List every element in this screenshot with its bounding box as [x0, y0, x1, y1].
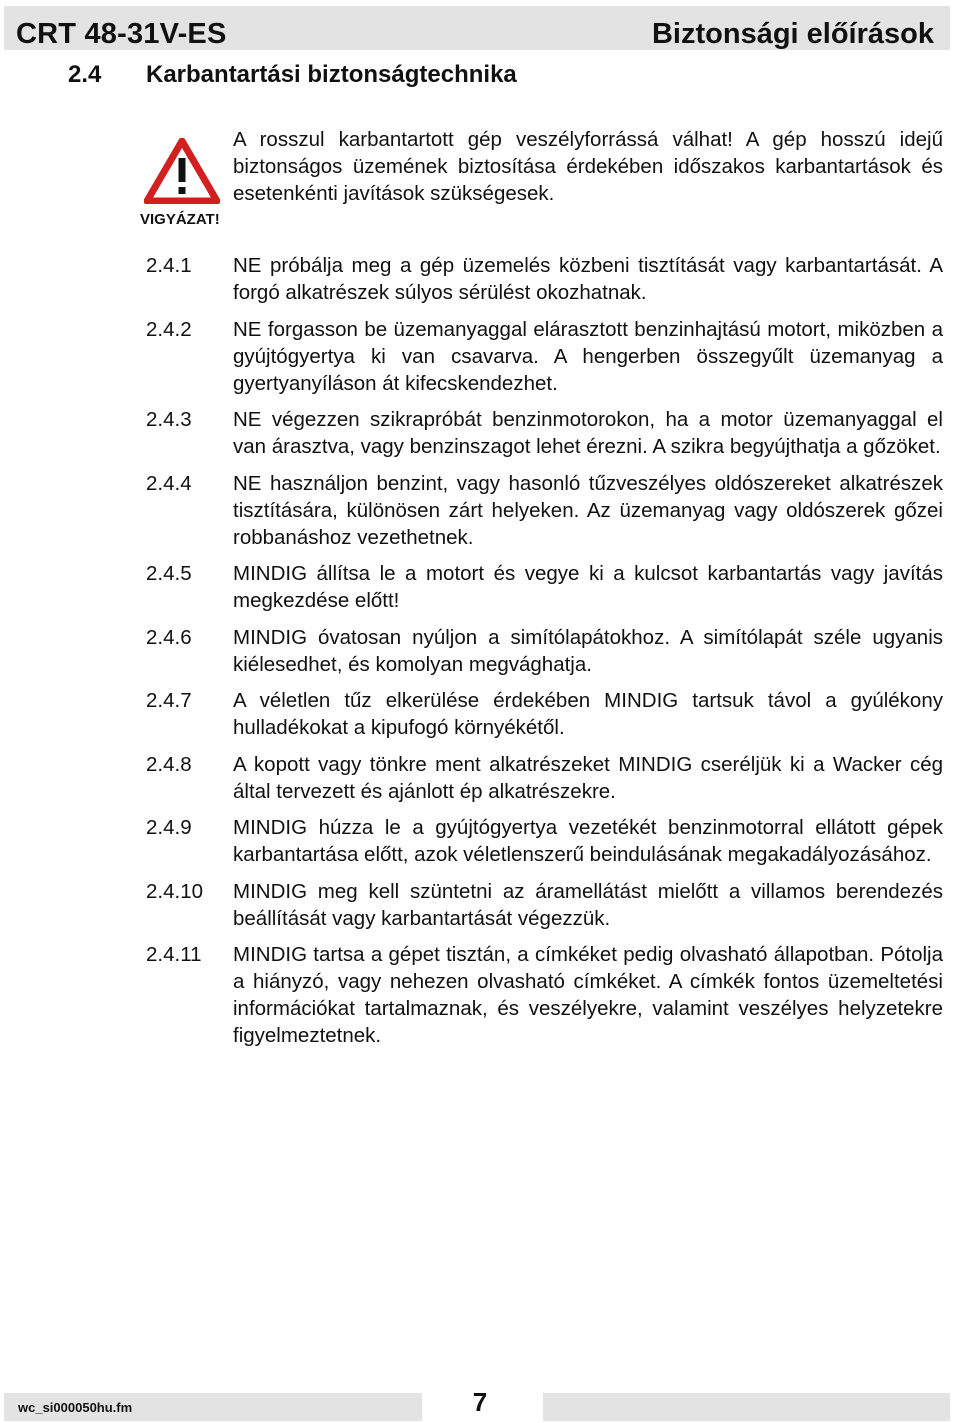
section-title	[68, 58, 517, 92]
warning-triangle-icon	[144, 138, 220, 204]
list-item	[146, 252, 943, 306]
warning-text: A rosszul karbantartott gép veszélyforrássá válhat! A gép hosszú idejű biztonságos üzemének biztosítása érdekében időszakos karbantartások és esetenkénti javítások szükségesek.	[233, 128, 943, 205]
page-number: 7	[472, 1387, 488, 1417]
item-text: NE próbálja meg a gép üzemelés közbeni tisztítását vagy karbantartását. A forgó alkatrészek súlyos sérülést okozhatnak.	[233, 254, 943, 304]
section-number: 2.4	[68, 61, 102, 88]
item-text: MINDIG óvatosan nyúljon a simítólapátokhoz. A simítólapát széle ugyanis kiélesedhet, és komolyan megvághatja.	[233, 625, 943, 676]
warning-label: VIGYÁZAT!	[140, 211, 220, 228]
list-item	[146, 406, 943, 460]
item-number: 2.4.9	[146, 816, 192, 839]
item-number: 2.4.4	[146, 471, 192, 495]
footer-file-name: wc_si000050hu.fm	[18, 1400, 133, 1415]
item-number: 2.4.11	[146, 943, 202, 966]
item-number: 2.4.3	[146, 408, 192, 431]
list-item	[146, 814, 943, 868]
list-item	[146, 560, 943, 614]
item-text: MINDIG húzza le a gyújtógyertya vezetékét benzinmotorral ellátott gépek karbantartása előtt, azok véletlenszerű beindulásának megakadályozásához.	[233, 816, 943, 866]
item-number: 2.4.2	[146, 317, 192, 341]
item-text: NE használjon benzint, vagy hasonló tűzveszélyes oldószereket alkatrészek tisztítására, különösen zárt helyeken. Az üzemanyag vagy oldószerek gőzei robbanáshoz vezethetnek.	[233, 471, 943, 549]
item-text: NE forgasson be üzemanyaggal elárasztott benzinhajtású motort, miközben a gyújtógyertya ki van csavarva. A hengerben összegyűlt üzemanyag a gyertyanyíláson át kifecskendezhet.	[233, 317, 943, 395]
list-item	[146, 316, 943, 397]
item-text: NE végezzen szikrapróbát benzinmotorokon, ha a motor üzemanyaggal el van árasztva, vagy benzinszagot lehet érezni. A szikra begyújthatja a gőzöket.	[233, 408, 943, 458]
safety-items-list	[146, 252, 943, 1059]
section-title-text: Karbantartási biztonságtechnika	[146, 61, 517, 88]
item-number: 2.4.6	[146, 625, 192, 649]
list-item	[146, 624, 943, 678]
item-number: 2.4.5	[146, 562, 192, 585]
item-text: MINDIG meg kell szüntetni az áramellátást mielőtt a villamos berendezés beállítását vagy karbantartását végezzük.	[233, 879, 943, 930]
item-number: 2.4.10	[146, 879, 203, 903]
item-number: 2.4.8	[146, 752, 192, 776]
item-text: MINDIG tartsa a gépet tisztán, a címkéket pedig olvasható állapotban. Pótolja a hiányzó, vagy nehezen olvasható címkéket. A címkék fontos üzemeltetési információkat tartalmaznak, és veszélyekre, valamint veszélyes helyzetekre figyelmeztetnek.	[233, 943, 943, 1047]
header-model: CRT 48-31V-ES	[16, 18, 227, 50]
item-text: MINDIG állítsa le a motort és vegye ki a kulcsot karbantartás vagy javítás megkezdése előtt!	[233, 562, 943, 612]
list-item	[146, 941, 943, 1049]
footer-right-bar	[543, 1393, 950, 1421]
footer-left-bar	[4, 1393, 422, 1421]
header-chapter: Biztonsági előírások	[651, 18, 934, 50]
list-item	[146, 751, 943, 805]
list-item	[146, 687, 943, 741]
item-text: A véletlen tűz elkerülése érdekében MINDIG tartsuk távol a gyúlékony hulladékokat a kipufogó környékétől.	[233, 689, 943, 739]
item-number: 2.4.1	[146, 254, 192, 277]
warning-block	[140, 132, 230, 232]
item-number: 2.4.7	[146, 689, 192, 712]
item-text: A kopott vagy tönkre ment alkatrészeket MINDIG cseréljük ki a Wacker cég által tervezett és ajánlott ép alkatrészekre.	[233, 752, 943, 803]
header-bar	[4, 6, 950, 50]
list-item	[146, 878, 943, 932]
list-item	[146, 470, 943, 551]
